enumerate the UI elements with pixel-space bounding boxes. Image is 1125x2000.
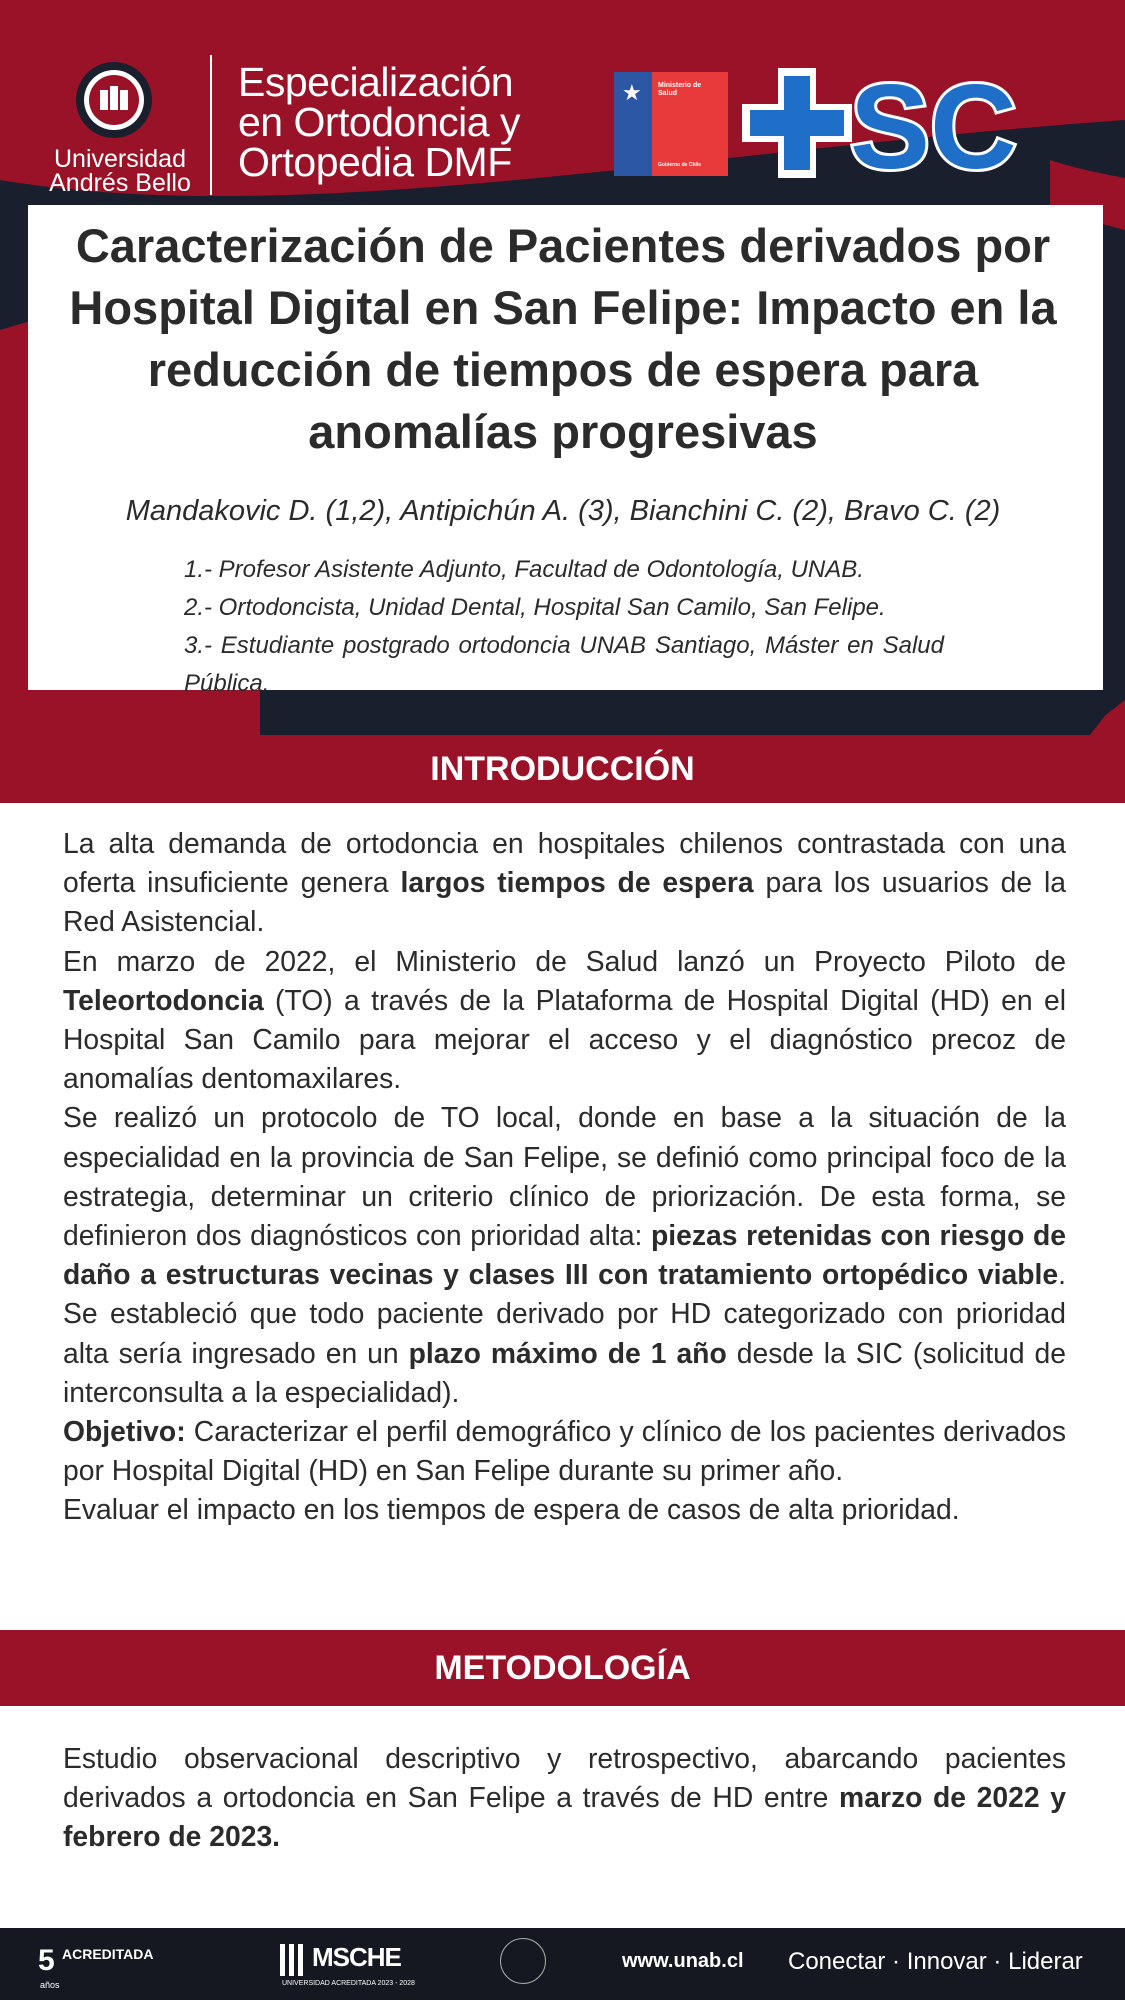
authors: Mandakovic D. (1,2), Antipichún A. (3), Bianchini C. (2), Bravo C. (2)	[125, 495, 1001, 527]
intro-heading: INTRODUCCIÓN	[0, 735, 1125, 803]
university-name-line1: Universidad	[53, 145, 186, 173]
slogan: Conectar · Innovar · Liderar	[788, 1948, 1083, 1975]
intro-paragraph-5: Evaluar el impacto en los tiempos de espera de casos de alta prioridad.	[63, 1493, 960, 1526]
affiliation-2: 2.- Ortodoncista, Unidad Dental, Hospital San Camilo, San Felipe.	[184, 594, 886, 621]
university-name-line2: Andrés Bello	[49, 169, 191, 197]
program-name	[238, 59, 520, 185]
program-line2: en Ortodoncia y	[238, 99, 520, 145]
quality-seal-icon	[500, 1938, 546, 1984]
ministry-line2: Salud	[658, 90, 678, 97]
ministry-name	[658, 82, 718, 98]
affiliation-1: 1.- Profesor Asistente Adjunto, Facultad de Odontología, UNAB.	[184, 556, 864, 583]
program-line1: Especialización	[238, 59, 514, 105]
method-paragraph-1: Estudio observacional descriptivo y retrospectivo, abarcando pacientes derivados a ortodoncia en San Felipe a través de HD entre marzo de 2022 y febrero de 2023.	[63, 1742, 1066, 1853]
msche-label: MSCHE	[312, 1942, 401, 1972]
ministry-line1: Ministerio de	[658, 82, 702, 89]
intro-objective: Objetivo: Caracterizar el perfil demográfico y clínico de los pacientes derivados por Hospital Digital (HD) en San Felipe durante su primer año.	[63, 1415, 1066, 1487]
ministry-footer: Gobierno de Chile	[658, 162, 702, 168]
header-divider	[210, 55, 212, 195]
intro-paragraph-3: Se realizó un protocolo de TO local, donde en base a la situación de la especialidad en la provincia de San Felipe, se definió como principal foco de la estrategia, determinar un criterio clínico de priorización. De esta forma, se definieron dos diagnósticos con prioridad alta: piezas retenidas con riesgo de daño a estructuras vecinas y clases III con tratamiento ortopédico viable. Se estableció que todo paciente derivado por HD categorizado con prioridad alta sería ingresado en un plazo máximo de 1 año desde la SIC (solicitud de interconsulta a la especialidad).	[63, 1101, 1066, 1408]
program-line3: Ortopedia DMF	[238, 139, 512, 185]
acreditation-years-number: 5	[38, 1944, 55, 1977]
chile-star-icon: ★	[622, 80, 642, 105]
university-name	[30, 147, 210, 195]
method-body	[63, 1739, 1066, 1857]
ministry-logo	[614, 72, 728, 176]
intro-paragraph-2: En marzo de 2022, el Ministerio de Salud lanzó un Proyecto Piloto de Teleortodoncia (TO) a través de la Plataforma de Hospital Digital (HD) en el Hospital San Camilo para mejorar el acceso y el diagnóstico precoz de anomalías dentomaxilares.	[63, 944, 1066, 1095]
affiliation-3: 3.- Estudiante postgrado ortodoncia UNAB Santiago, Máster en Salud Pública.	[184, 632, 944, 697]
footer	[0, 1928, 1125, 2000]
acreditation-years-label: años	[40, 1980, 60, 1990]
intro-paragraph-1: La alta demanda de ortodoncia en hospitales chilenos contrastada con una oferta insuficiente genera largos tiempos de espera para los usuarios de la Red Asistencial.	[63, 827, 1066, 938]
website-link[interactable]: www.unab.cl	[622, 1950, 744, 1972]
msche-subtitle: UNIVERSIDAD ACREDITADA 2023 - 2028	[282, 1980, 415, 1987]
msche-bars-icon	[280, 1944, 306, 1976]
acreditation-label: ACREDITADA	[62, 1946, 154, 1962]
poster-title: Caracterización de Pacientes derivados por Hospital Digital en San Felipe: Impacto en la reducción de tiempos de espera para anomalías progresivas	[69, 219, 1057, 458]
sic-logo-icon	[742, 68, 1062, 180]
svg-text:SC: SC	[850, 68, 1017, 180]
method-heading: METODOLOGÍA	[0, 1630, 1125, 1706]
affiliations	[184, 551, 944, 703]
intro-body	[63, 824, 1066, 1530]
